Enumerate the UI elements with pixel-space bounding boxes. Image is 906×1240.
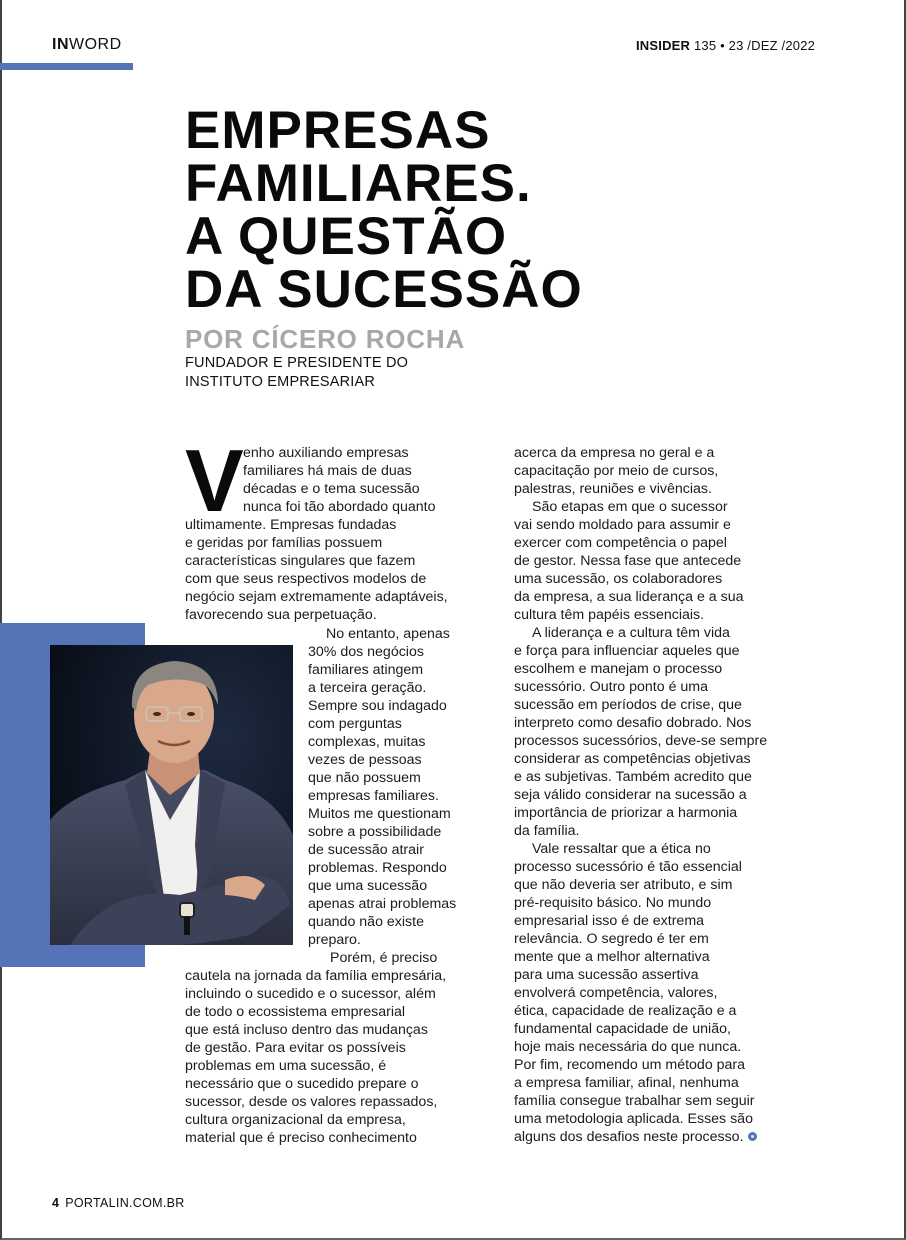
text-line: negócio sejam extremamente adaptáveis, bbox=[185, 589, 448, 605]
text-line: interpreto como desafio dobrado. Nos bbox=[514, 715, 752, 731]
text-line: sucessor, desde os valores repassados, bbox=[185, 1094, 438, 1110]
text-line: cautela na jornada da família empresária, bbox=[185, 968, 447, 984]
text-line: da família. bbox=[514, 823, 580, 839]
text-line: problemas em uma sucessão, é bbox=[185, 1058, 387, 1074]
section-label bbox=[52, 36, 122, 54]
text-line: escolhem e manejam o processo bbox=[514, 661, 723, 677]
text-line: da empresa, a sua liderança e a sua bbox=[514, 589, 744, 605]
text-line: de gestão. Para evitar os possíveis bbox=[185, 1040, 406, 1056]
text-line: com que seus respectivos modelos de bbox=[185, 571, 427, 587]
text-line: processos sucessórios, deve-se sempre bbox=[514, 733, 768, 749]
text-line: Vale ressaltar que a ética no bbox=[532, 841, 711, 857]
text-line: processo sucessório é tão essencial bbox=[514, 859, 742, 875]
text-line: nunca foi tão abordado quanto bbox=[243, 499, 436, 515]
text-line: que não possuem bbox=[308, 770, 421, 786]
body-column-left-top bbox=[185, 431, 475, 624]
issue-number: 135 bbox=[693, 38, 717, 53]
website-link[interactable]: PORTALIN.COM.BR bbox=[65, 1196, 185, 1210]
text-line: uma metodologia aplicada. Esses são bbox=[514, 1111, 753, 1127]
text-line: características singulares que fazem bbox=[185, 553, 416, 569]
text-line: que não deveria ser atributo, e sim bbox=[514, 877, 733, 893]
text-line: necessário que o sucedido prepare o bbox=[185, 1076, 419, 1092]
text-line: preparo. bbox=[308, 932, 361, 948]
text-line: a terceira geração. bbox=[308, 680, 427, 696]
text-line: No entanto, apenas bbox=[326, 626, 450, 642]
article-title bbox=[185, 101, 583, 319]
text-line: material que é preciso conhecimento bbox=[185, 1130, 417, 1146]
text-line: de todo o ecossistema empresarial bbox=[185, 1004, 406, 1020]
text-line: sucessório. Outro ponto é uma bbox=[514, 679, 708, 695]
body-column-wrap bbox=[308, 625, 456, 949]
text-line: e as subjetivas. Também acredito que bbox=[514, 769, 752, 785]
issue-date: 23 /DEZ /2022 bbox=[728, 38, 816, 53]
text-line: e geridas por famílias possuem bbox=[185, 535, 383, 551]
text-line: com perguntas bbox=[308, 716, 402, 732]
text-line: Por fim, recomendo um método para bbox=[514, 1057, 746, 1073]
section-accent-bar bbox=[0, 63, 133, 70]
text-line: alguns dos desafios neste processo. bbox=[514, 1129, 744, 1145]
text-line: vezes de pessoas bbox=[308, 752, 422, 768]
text-line: incluindo o sucedido e o sucessor, além bbox=[185, 986, 436, 1002]
text-line: e força para influenciar aqueles que bbox=[514, 643, 740, 659]
text-line: relevância. O segredo é ter em bbox=[514, 931, 709, 947]
text-line: enho auxiliando empresas bbox=[243, 445, 409, 461]
text-line: de sucessão atrair bbox=[308, 842, 424, 858]
text-line: quando não existe bbox=[308, 914, 424, 930]
text-line: seja válido considerar na sucessão a bbox=[514, 787, 747, 803]
issue-info bbox=[636, 38, 815, 53]
text-line: hoje mais necessária do que nunca. bbox=[514, 1039, 742, 1055]
page-footer bbox=[52, 1196, 185, 1210]
text-line: para uma sucessão assertiva bbox=[514, 967, 699, 983]
text-line: complexas, muitas bbox=[308, 734, 426, 750]
text-line: favorecendo sua perpetuação. bbox=[185, 607, 377, 623]
text-line: 30% dos negócios bbox=[308, 644, 424, 660]
section-label-light: WORD bbox=[69, 36, 122, 53]
text-line: sobre a possibilidade bbox=[308, 824, 442, 840]
title-line: DA SUCESSÃO bbox=[185, 260, 583, 319]
text-line: uma sucessão, os colaboradores bbox=[514, 571, 723, 587]
byline: POR CÍCERO ROCHA bbox=[185, 324, 466, 354]
title-line: FAMILIARES. bbox=[185, 154, 532, 213]
bullet-separator: • bbox=[720, 38, 725, 53]
text-line: que uma sucessão bbox=[308, 878, 428, 894]
page-number: 4 bbox=[52, 1196, 60, 1210]
portrait-illustration bbox=[50, 645, 293, 945]
text-line: cultura têm papéis essenciais. bbox=[514, 607, 705, 623]
author-role-line: FUNDADOR E PRESIDENTE DO bbox=[185, 355, 409, 371]
text-line: que está incluso dentro das mudanças bbox=[185, 1022, 428, 1038]
body-column-right bbox=[514, 444, 799, 1146]
text-line: problemas. Respondo bbox=[308, 860, 447, 876]
text-line: familiares atingem bbox=[308, 662, 424, 678]
text-line: palestras, reuniões e vivências. bbox=[514, 481, 712, 497]
text-line: família consegue trabalhar sem seguir bbox=[514, 1093, 755, 1109]
text-line: exercer com competência o papel bbox=[514, 535, 727, 551]
body-column-left-bottom bbox=[185, 949, 475, 1147]
text-line: importância de priorizar a harmonia bbox=[514, 805, 738, 821]
drop-cap: V bbox=[185, 431, 244, 530]
text-line: de gestor. Nessa fase que antecede bbox=[514, 553, 742, 569]
text-line: familiares há mais de duas bbox=[243, 463, 412, 479]
title-line: A QUESTÃO bbox=[185, 207, 508, 266]
author-photo bbox=[50, 645, 293, 945]
magazine-name: INSIDER bbox=[636, 38, 691, 53]
text-line-last bbox=[514, 1128, 799, 1146]
text-line: ultimamente. Empresas fundadas bbox=[185, 517, 397, 533]
text-line: São etapas em que o sucessor bbox=[532, 499, 728, 515]
text-line: fundamental capacidade de união, bbox=[514, 1021, 731, 1037]
text-line: pré-requisito básico. No mundo bbox=[514, 895, 712, 911]
text-line: apenas atrai problemas bbox=[308, 896, 457, 912]
text-line: vai sendo moldado para assumir e bbox=[514, 517, 731, 533]
text-line: sucessão em períodos de crise, que bbox=[514, 697, 742, 713]
text-line: empresarial isso é de extrema bbox=[514, 913, 705, 929]
title-line: EMPRESAS bbox=[185, 101, 491, 160]
author-role-line: INSTITUTO EMPRESARIAR bbox=[185, 374, 376, 390]
text-line: considerar as competências objetivas bbox=[514, 751, 751, 767]
text-line: cultura organizacional da empresa, bbox=[185, 1112, 406, 1128]
author-role bbox=[185, 354, 408, 392]
text-line: Muitos me questionam bbox=[308, 806, 451, 822]
text-line: Sempre sou indagado bbox=[308, 698, 447, 714]
text-line: capacitação por meio de cursos, bbox=[514, 463, 719, 479]
text-line: ética, capacidade de realização e a bbox=[514, 1003, 737, 1019]
end-of-article-icon bbox=[748, 1132, 757, 1141]
section-label-bold: IN bbox=[52, 36, 69, 53]
text-line: a empresa familiar, afinal, nenhuma bbox=[514, 1075, 739, 1091]
text-line: acerca da empresa no geral e a bbox=[514, 445, 715, 461]
text-line: envolverá competência, valores, bbox=[514, 985, 718, 1001]
text-line: empresas familiares. bbox=[308, 788, 439, 804]
text-line: décadas e o tema sucessão bbox=[243, 481, 420, 497]
text-line: Porém, é preciso bbox=[330, 950, 438, 966]
text-line: mente que a melhor alternativa bbox=[514, 949, 710, 965]
text-line: A liderança e a cultura têm vida bbox=[532, 625, 730, 641]
